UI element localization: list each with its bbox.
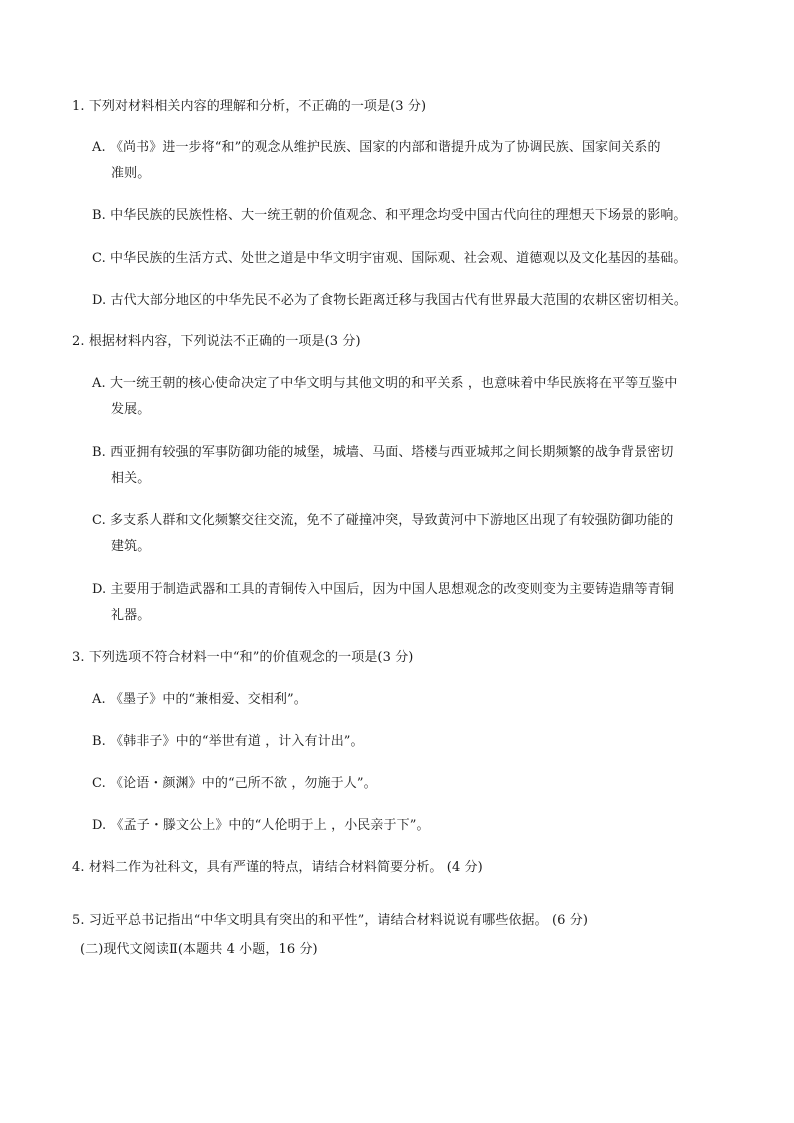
question-1-option-a-continued: 准则。: [111, 166, 151, 181]
question-3-stem: 3. 下列选项不符合材料一中“和”的价值观念的一项是(3 分): [72, 650, 414, 665]
question-5-stem: 5. 习近平总书记指出“中华文明具有突出的和平性”，请结合材料说说有哪些依据。 (6 分): [72, 913, 589, 928]
question-1-option-b: B. 中华民族的民族性格、大一统王朝的价值观念、和平理念均受中国古代向往的理想天下场景的影响。: [92, 208, 687, 223]
question-1-stem: 1. 下列对材料相关内容的理解和分析，不正确的一项是(3 分): [72, 99, 427, 114]
question-2-option-b: B. 西亚拥有较强的军事防御功能的城堡，城墙、马面、塔楼与西亚城邦之间长期频繁的战争背景密切: [92, 445, 674, 460]
question-3-option-c: C. 《论语・颜渊》中的“己所不欲 ，勿施于人”。: [92, 776, 377, 791]
question-2-option-a-continued: 发展。: [111, 402, 151, 417]
question-1-option-c: C. 中华民族的生活方式、处世之道是中华文明宇宙观、国际观、社会观、道德观以及文化基因的基础。: [92, 251, 687, 266]
question-3-option-a: A. 《墨子》中的“兼相爱、交相利”。: [92, 692, 307, 707]
question-2-option-a: A. 大一统王朝的核心使命决定了中华文明与其他文明的和平关系 ，也意味着中华民族将在平等互鉴中: [92, 376, 678, 391]
question-4-stem: 4. 材料二作为社科文，具有严谨的特点，请结合材料简要分析。 (4 分): [72, 860, 483, 875]
question-2-option-d-continued: 礼器。: [111, 608, 151, 623]
question-2-option-c-continued: 建筑。: [111, 539, 151, 554]
question-3-option-d: D. 《孟子・滕文公上》中的“人伦明于上 ，小民亲于下”。: [92, 818, 430, 833]
question-2-option-b-continued: 相关。: [111, 471, 151, 486]
section-heading: (二)现代文阅读Ⅱ(本题共 4 小题，16 分): [80, 942, 318, 957]
question-1-option-a: A. 《尚书》进一步将“和”的观念从维护民族、国家的内部和谐提升成为了协调民族、国家间关系的: [92, 140, 661, 155]
question-1-option-d: D. 古代大部分地区的中华先民不必为了食物长距离迁移与我国古代有世界最大范围的农耕区密切相关。: [92, 293, 687, 308]
question-3-option-b: B. 《韩非子》中的“举世有道 ，计入有计出”。: [92, 734, 364, 749]
question-2-stem: 2. 根据材料内容，下列说法不正确的一项是(3 分): [72, 334, 361, 349]
question-2-option-d: D. 主要用于制造武器和工具的青铜传入中国后，因为中国人思想观念的改变则变为主要铸造鼎等青铜: [92, 582, 674, 597]
question-2-option-c: C. 多支系人群和文化频繁交往交流，免不了碰撞冲突，导致黄河中下游地区出现了有较强防御功能的: [92, 513, 674, 528]
